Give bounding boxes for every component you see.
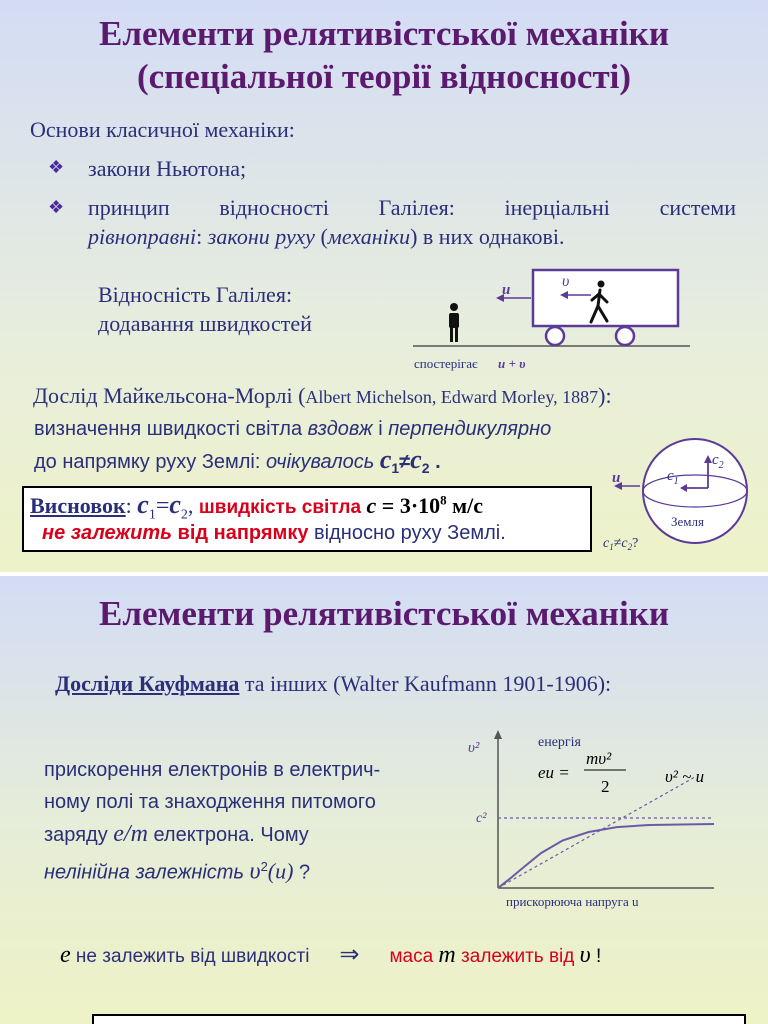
- formula-num: mυ²: [586, 749, 612, 768]
- conclusion-box: [22, 486, 592, 552]
- slide1-title-line1: Елементи релятивістської механіки: [98, 14, 670, 53]
- x-axis-label: прискорююча напруга u: [506, 894, 639, 909]
- earth-diagram: [600, 436, 760, 558]
- galileo-label-1: Відносність Галілея:: [98, 282, 293, 307]
- kaufmann-line: Досліди Кауфмана та інших (Walter Kaufmann 1901-1906):: [55, 671, 612, 696]
- wagon-wheel: [616, 327, 634, 345]
- slide-2: [0, 576, 768, 1024]
- u-label: u: [612, 470, 621, 486]
- linear-label: υ² ~ u: [665, 767, 705, 786]
- bullet-newton: закони Ньютона;: [88, 156, 247, 181]
- u-label: u: [502, 282, 511, 298]
- implies-arrow-icon: ⇒: [339, 941, 360, 968]
- michelson-heading: Дослід Майкельсона-Морлі (Albert Michelson, Edward Morley, 1887):: [33, 383, 612, 408]
- kaufmann-link[interactable]: Досліди Кауфмана: [55, 671, 240, 696]
- michelson-line3: до напрямку руху Землі: очікувалось $c_1\ne c_2$ .: [34, 445, 441, 476]
- observer-person-icon: [449, 303, 459, 342]
- bottom-conclusion: e не залежить від швидкості ⇒ маса m залежить від υ !: [60, 941, 602, 968]
- formula-den: 2: [601, 777, 610, 796]
- diamond-bullet-icon: ❖: [48, 157, 65, 177]
- observer-sum: u + υ: [498, 356, 526, 371]
- kaufmann-chart: [462, 726, 752, 916]
- conclusion-line2: не залежить від напрямку відносно руху Землі.: [42, 522, 506, 544]
- kaufmann-paragraph: прискорення електронів в електрич- ному полі та знаходження питомого заряду e/m електрона. Чому нелінійна залежність $\upsilon^2(u)$ ?: [44, 759, 381, 885]
- slide1-title-line2: (спеціальної теорії відносності): [136, 57, 632, 96]
- y-axis-label: υ²: [468, 740, 480, 756]
- c2-level-label: c²: [476, 811, 487, 826]
- conclusion-label: Висновок: [30, 493, 126, 518]
- bullet-galileo-line2: рівноправні: закони руху (механіки) в них однакові.: [88, 224, 565, 249]
- c2-label: $c_2$: [712, 452, 724, 471]
- wagon-wheel: [546, 327, 564, 345]
- energy-label: енергія: [538, 735, 581, 750]
- c1-ne-c2-question: $c_1\ne c_2$?: [603, 536, 639, 552]
- conclusion-line1: Висновок: $c_1=c_2$, швидкість світла $c = 3\cdot 10^8$ м/с: [30, 490, 484, 523]
- bottom-box: [92, 1014, 746, 1024]
- v-label: υ: [562, 273, 570, 290]
- bullet-galileo-line1: принцип відносності Галілея: інерціальні системи: [88, 195, 736, 220]
- c1-label: $c_1$: [667, 468, 679, 487]
- velocity-curve: [498, 824, 714, 888]
- earth-label: Земля: [671, 514, 704, 529]
- formula-lhs: eu =: [538, 763, 570, 782]
- intro-text: Основи класичної механіки:: [30, 117, 295, 142]
- michelson-line2: визначення швидкості світла вздовж і перпендикулярно: [34, 418, 552, 440]
- linear-dotted-line: [498, 776, 697, 888]
- diamond-bullet-icon: ❖: [48, 197, 65, 217]
- galileo-label-2: додавання швидкостей: [98, 311, 312, 336]
- observer-text: спостерігає: [414, 356, 478, 371]
- slide2-title: Елементи релятивістської механіки: [98, 594, 670, 633]
- galileo-diagram: [408, 262, 698, 372]
